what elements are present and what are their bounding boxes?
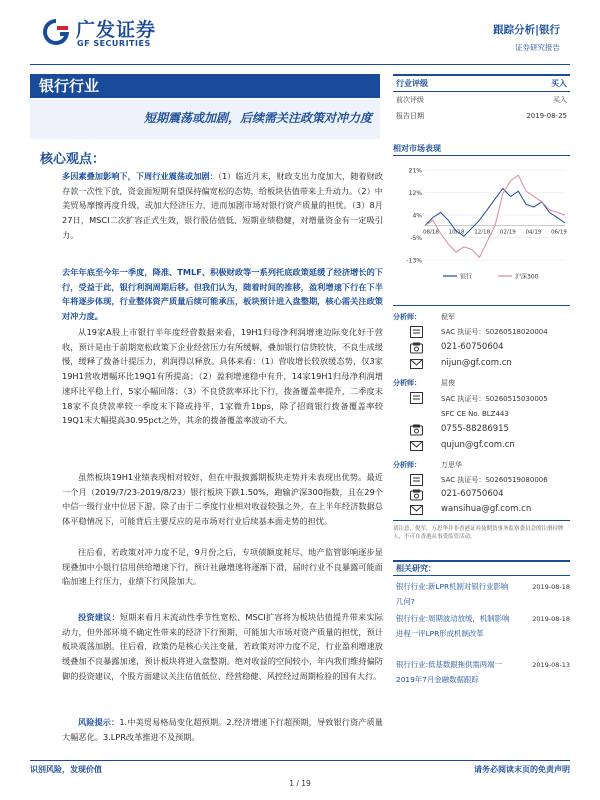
report-header-info xyxy=(493,22,560,53)
x-tick-label: 04/19 xyxy=(525,229,542,236)
disclaimer-note: 请注意，倪军，万思华并非香港证券及期货事务监察委员会的注册持牌人，不可在香港从事受监管活动。 xyxy=(393,520,570,541)
chart-divider xyxy=(393,155,570,156)
related-item[interactable]: 银行行业:周期波动放缓，机制影响进程一评LPR形成机制改革 xyxy=(396,614,510,638)
paragraph-3-body: 从19家A股上市银行半年度经营数据来看，19H1归母净利润增速边际变化好于营收，预计是由于前期宽松政策下企业经营压力有所缓解，叠加银行信贷较快，不良生成缓慢，缓释了拨备计提压力，利润得以释放。具体来看：（1）营收增长较放缓态势，仅3家19H1营收增幅环比19Q1有所提高；（2）盈利增速稳中有升，14家19H1归母净利润增速环比平稳上行，5家小幅回落；（3）不良贷款率环比下行，拨备覆盖率提升，二季度末18家不良贷款率较一季度末下降或持平，1家微升1bps，除了招商银行拨备覆盖率较19Q1末大幅提高30.95pct之外，其余的拨备覆盖率波动不大。 xyxy=(62,327,383,426)
paragraph-7-lead: 风险提示： xyxy=(78,717,120,727)
paragraph-6-body: 短期来看月末流动性季节性宽松、MSCI扩容将为板块估值提升带来实际动力，但外部环境不确定性带来的经济下行预期，可能加大市场对资产质量的担忧，预计板块震荡加剧。往后看，政策仍是核心关注变量，若政策对冲力度不足，行业盈利增速放缓叠加不良暴露加速，预计板块将进入盘整期。绝对收益的空间较小，年内我们维持偏防御的投资建议，个股方面建议关注估值低位、经营稳健、风控经过周期检验的国有大行。 xyxy=(62,612,383,681)
phone-icon xyxy=(410,489,423,501)
y-tick-label: -13% xyxy=(406,257,422,265)
industry-banner: 银行行业 xyxy=(30,74,380,98)
analyst-2-label: 分析师： xyxy=(393,379,421,387)
paragraph-7 xyxy=(62,715,383,744)
x-tick-label: 10/18 xyxy=(448,229,465,236)
series-line-2 xyxy=(425,175,565,257)
legend-label: 沪深300 xyxy=(515,273,539,281)
headline-bar xyxy=(30,99,380,139)
related-item-date: 2019-08-18 xyxy=(532,583,570,591)
paragraph-5-body: 往后看，若政策对冲力度不足，9月份之后，专项债额度耗尽、地产监管影响逐步显现叠加中小银行信用供给增速下行，预计社融增速将逐渐下滑，届时行业不良暴露可能面临加速上行压力，业绩下行风险加大。 xyxy=(62,547,383,587)
paragraph-4 xyxy=(62,470,383,529)
brand-name-en: GF SECURITIES xyxy=(77,39,151,48)
related-item-date: 2019-08-13 xyxy=(532,661,570,669)
analyst-3-email[interactable]: wansihua@gf.com.cn xyxy=(441,504,532,514)
analyst-3-label: 分析师： xyxy=(393,461,421,469)
paragraph-1-body: （1）临近月末，财政支出力度加大，随着财政存款一次性下放，资金面短期有望保持偏宽松的态势，给板块估值带来上升动力。（2）中美贸易摩擦再度升级，或加大经济压力，进而加剧市场对银行资产质量的担忧。（3）8月27日，MSCI二次扩容正式生效，银行股估值低、短期业绩稳健，对增量资金有一定吸引力。 xyxy=(62,171,383,240)
report-date-row xyxy=(393,108,570,124)
analyst-2-label-row xyxy=(393,378,421,388)
header-divider xyxy=(30,64,570,65)
y-tick-label: -5% xyxy=(410,235,422,242)
relative-performance-chart xyxy=(393,160,570,294)
x-tick-label: 02/19 xyxy=(499,229,516,236)
analyst-3-label-row xyxy=(393,460,421,470)
analyst-3-cert: SAC 执证号：S0260519080006 xyxy=(441,476,548,484)
related-item[interactable]: 银行行业:低基数跟拖供需两端一2019年7月金融数据跟踪 xyxy=(396,660,502,684)
footer-slogan: 识别风险，发现价值 xyxy=(30,765,102,774)
certificate-icon xyxy=(410,392,423,404)
previous-rating-value: 买入 xyxy=(553,96,567,104)
report-headline: 短期震荡或加剧，后续需关注政策对冲力度 xyxy=(143,111,372,125)
core-views-title: 核心观点： xyxy=(40,152,106,167)
paragraph-6-lead: 投资建议： xyxy=(78,612,120,622)
related-research xyxy=(393,560,570,684)
analysts-section xyxy=(393,305,570,514)
certificate-icon xyxy=(410,326,423,338)
page-number: 1 / 19 xyxy=(289,779,311,788)
phone-icon xyxy=(410,342,423,354)
related-item-date: 2019-08-18 xyxy=(532,615,570,623)
certificate-icon xyxy=(410,474,423,486)
rating-box xyxy=(393,74,570,124)
paragraph-3 xyxy=(62,325,383,428)
chart-svg xyxy=(393,160,570,290)
x-tick-label: 08/18 xyxy=(423,229,439,236)
y-tick-label: 4% xyxy=(412,212,422,220)
analyst-2-cert: SAC 执证号：S0260515030005 xyxy=(441,395,548,403)
y-tick-label: 12% xyxy=(408,190,422,197)
report-subtitle: 证券研究报告 xyxy=(515,43,560,52)
previous-rating-row xyxy=(393,92,570,108)
y-tick-label: 21% xyxy=(408,167,422,175)
analyst-2-phone: 0755-88286915 xyxy=(441,424,509,434)
paragraph-2 xyxy=(62,265,383,324)
analyst-1-name: 倪军 xyxy=(441,313,455,321)
email-icon xyxy=(410,504,423,516)
rating-value: 买入 xyxy=(551,79,567,88)
paragraph-1-lead: 多因素叠加影响下，下周行业震荡或加剧： xyxy=(62,171,218,181)
previous-rating-label: 前次评级 xyxy=(396,96,424,104)
gf-securities-logo xyxy=(40,15,170,51)
footer-divider xyxy=(30,760,570,761)
report-date-value: 2019-08-25 xyxy=(526,112,567,120)
analyst-1-email[interactable]: nijun@gf.com.cn xyxy=(441,358,512,368)
analyst-3-phone: 021-60750604 xyxy=(441,489,504,499)
email-icon xyxy=(410,358,423,370)
email-icon xyxy=(410,440,423,452)
related-item[interactable]: 银行行业:新LPR机制对银行业影响几何? xyxy=(396,582,509,606)
report-type: 跟踪分析|银行 xyxy=(493,24,560,36)
analyst-2-sfc-cert: SFC CE No. BLZ443 xyxy=(441,410,509,418)
paragraph-6 xyxy=(62,610,383,684)
paragraph-1 xyxy=(62,169,383,243)
report-date-label: 报告日期 xyxy=(396,112,424,120)
legend-label: 银行 xyxy=(460,273,473,281)
phone-icon xyxy=(410,424,423,436)
series-line-1 xyxy=(425,189,565,237)
x-tick-label: 12/18 xyxy=(474,229,491,236)
analyst-1-label: 分析师： xyxy=(393,313,421,321)
analyst-1-phone: 021-60750604 xyxy=(441,342,504,352)
paragraph-7-body: 1.中美贸易格局变化超预期。2.经济增速下行超预期，导致银行资产质量大幅恶化。3.LPR改革推进不及预期。 xyxy=(62,717,383,742)
x-tick-label: 06/19 xyxy=(551,229,567,236)
paragraph-5 xyxy=(62,545,383,589)
analyst-2-name: 屈俊 xyxy=(441,379,455,387)
chart-title: 相对市场表现 xyxy=(393,144,441,153)
brand-name-cn: 广发证券 xyxy=(76,19,157,41)
related-research-title: 相关研究： xyxy=(393,560,570,576)
analyst-2-email[interactable]: qujun@gf.com.cn xyxy=(441,440,515,450)
gf-logo-icon xyxy=(40,17,72,47)
analyst-1-cert: SAC 执证号：S0260518020004 xyxy=(441,328,548,336)
analyst-3-name: 万思华 xyxy=(441,461,462,469)
rating-label: 行业评级 xyxy=(396,79,428,88)
paragraph-4-body: 虽然板块19H1业绩表现相对较好，但在中报披露期板块走势并未表现出优势。最近一个月（2019/7/23-2019/8/23）银行板块下跌1.50%，跑输沪深300指数，且在29个中信一级行业中位居下游。除了由于二季度行业相对收益较强之外，在上半年经济数据总体平稳情况下，可能背后主要反应的是市场对行业后续基本面走势的担忧。 xyxy=(62,472,383,527)
rating-header xyxy=(393,74,570,92)
analyst-1-label-row xyxy=(393,312,421,322)
paragraph-2-lead: 去年年底至今年一季度，降准、TMLF、积极财政等一系列托底政策延缓了经济增长的下行，受益于此，银行利润周期后移。但我们认为，随着时间的推移，盈利增速下行在下半年将逐步体现，行业整体资产质量后续可能承压，板块预计进入盘整期，核心需关注政策对冲力度。 xyxy=(62,267,383,322)
footer-disclaimer-link: 请务必阅读末页的免责声明 xyxy=(474,765,570,774)
